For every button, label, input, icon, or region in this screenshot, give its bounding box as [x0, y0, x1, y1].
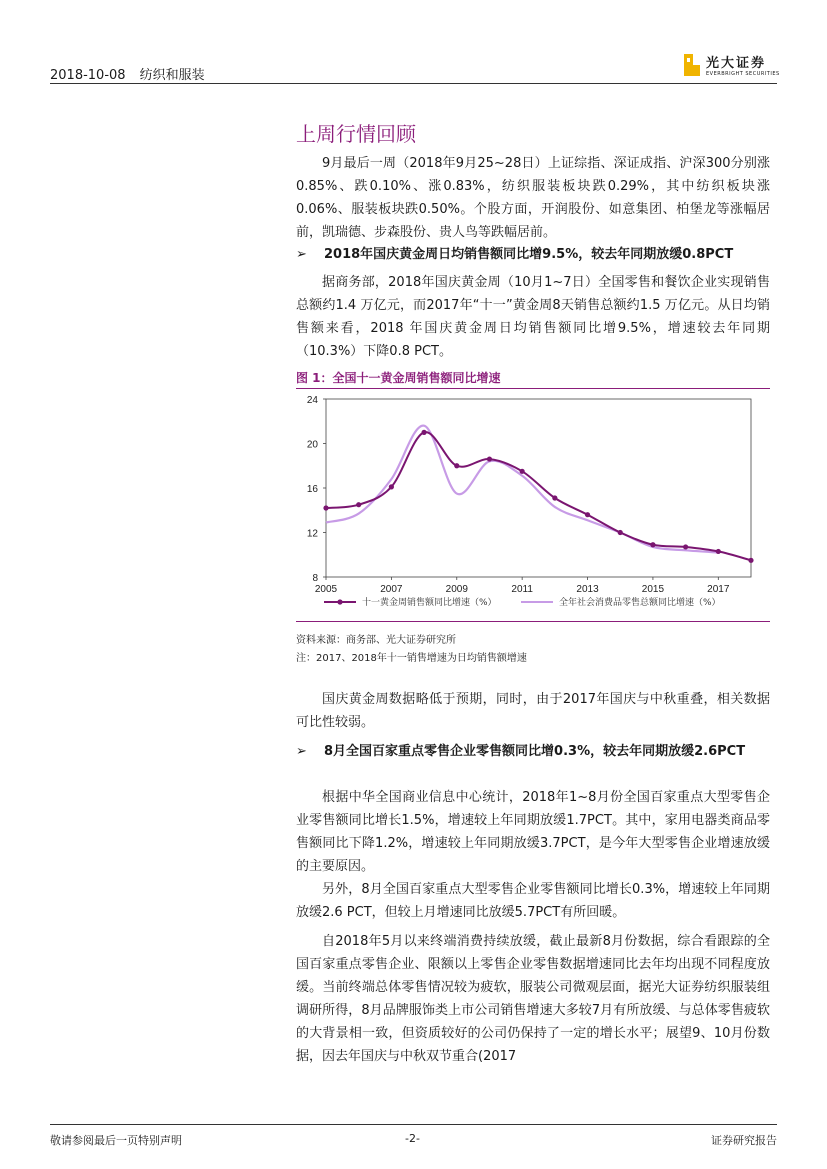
bullet-text: 8月全国百家重点零售企业零售额同比增0.3%，较去年同期放缓2.6PCT [324, 744, 746, 759]
y-tick-label: 16 [306, 484, 318, 495]
data-point [748, 558, 753, 563]
header-left [50, 64, 219, 83]
figure-source: 资料来源：商务部、光大证券研究所 [296, 635, 456, 646]
data-point [716, 549, 721, 554]
logo-text-cn: 光大证券 [706, 56, 767, 71]
data-point [389, 484, 394, 489]
series-line-2 [326, 426, 718, 553]
data-point [520, 469, 525, 474]
x-tick-label: 2007 [380, 584, 403, 595]
bullet-arrow-icon: ➢ [296, 744, 307, 759]
figure-note: 注：2017、2018年十一销售增速为日均销售额增速 [296, 653, 527, 664]
paragraph-market-review: 9月最后一周（2018年9月25~28日）上证综指、深证成指、沪深300分别涨0.85%、跌0.10%、涨0.83%，纺织服装板块跌0.29%，其中纺织板块涨0.06%、服装板块跌0.50%。个股方面，开润股份、如意集团、柏堡龙等涨幅居前，凯瑞德、步森股份、贵人鸟等跌幅居前。 [296, 156, 770, 240]
x-tick-label: 2015 [641, 584, 665, 595]
y-tick-label: 12 [306, 528, 318, 540]
data-point [683, 544, 688, 549]
figure-title: 图 1：全国十一黄金周销售额同比增速 [296, 371, 501, 385]
section-title: 上周行情回顾 [296, 122, 416, 146]
y-tick-label: 24 [306, 395, 318, 406]
legend-marker [337, 599, 342, 604]
data-point [356, 502, 361, 507]
y-tick-label: 8 [312, 573, 318, 584]
data-point [650, 542, 655, 547]
line-chart [296, 389, 770, 621]
footer-report-type: 证券研究报告 [711, 1134, 777, 1147]
paragraph-consumption-trend: 自2018年5月以来终端消费持续放缓，截止最新8月份数据，综合看跟踪的全国百家重点零售企业、限额以上零售企业零售数据增速同比去年均出现不同程度放缓。当前终端总体零售情况较为疲软，服装公司微观层面，据光大证券纺织服装组调研所得，8月品牌服饰类上市公司销售增速大多较7月有所放缓、与总体零售疲软的大背景相一致，但资质较好的公司仍保持了一定的增长水平；展望9、10月份数据，因去年国庆与中秋双节重合(2017 [296, 934, 770, 1064]
data-point [487, 456, 492, 461]
x-tick-label: 2017 [707, 584, 730, 595]
footer-disclaimer: 敬请参阅最后一页特别声明 [50, 1134, 182, 1147]
company-logo [684, 52, 780, 77]
paragraph-golden-week: 据商务部，2018年国庆黄金周（10月1~7日）全国零售和餐饮企业实现销售总额约1.4 万亿元，而2017年“十一”黄金周8天销售总额约1.5 万亿元。从日均销售额来看，2018 年国庆黄金周日均销售额同比增9.5%，增速较去年同期（10.3%）下降0.8 PCT。 [296, 275, 770, 359]
legend-label-2: 全年社会消费品零售总额同比增速（%） [559, 598, 721, 608]
x-tick-label: 2011 [511, 584, 533, 595]
bullet-retail [296, 741, 770, 762]
header-divider [50, 83, 777, 84]
data-point [585, 512, 590, 517]
data-point [421, 430, 426, 435]
x-tick-label: 2013 [576, 584, 599, 595]
x-tick-label: 2005 [314, 584, 338, 595]
y-tick-label: 20 [306, 439, 318, 451]
logo-mark-icon [684, 54, 700, 76]
chart-axes [307, 395, 751, 595]
bullet-arrow-icon: ➢ [296, 247, 307, 262]
data-point [323, 505, 328, 510]
sector-name: 纺织和服装 [139, 68, 205, 83]
data-point [552, 495, 557, 500]
x-tick-label: 2009 [445, 584, 468, 595]
bullet-text: 2018年国庆黄金周日均销售额同比增9.5%，较去年同期放缓0.8PCT [324, 247, 734, 262]
data-point [454, 463, 459, 468]
chart-legend [324, 596, 721, 608]
page-number: -2- [405, 1132, 420, 1145]
data-point [618, 530, 623, 535]
logo-text-en: EVERBRIGHT SECURITIES [706, 71, 780, 77]
figure-frame [296, 388, 770, 622]
paragraph-retail-stats: 根据中华全国商业信息中心统计，2018年1~8月份全国百家重点大型零售企业零售额同比增长1.5%，增速较上年同期放缓1.7PCT。其中，家用电器类商品零售额同比下降1.2%，增速较上年同期放缓3.7PCT，是今年大型零售企业增速放缓的主要原因。 [296, 790, 770, 874]
series-line-1 [326, 432, 751, 560]
bullet-golden-week [296, 244, 770, 265]
report-date: 2018-10-08 [50, 68, 126, 83]
paragraph-august: 另外，8月全国百家重点大型零售企业零售额同比增长0.3%，增速较上年同期放缓2.6 PCT，但较上月增速同比放缓5.7PCT有所回暖。 [296, 882, 770, 920]
chart-plot [323, 426, 753, 563]
footer-divider [50, 1124, 777, 1125]
paragraph-comparison: 国庆黄金周数据略低于预期，同时，由于2017年国庆与中秋重叠，相关数据可比性较弱。 [296, 692, 770, 730]
legend-label-1: 十一黄金周销售额同比增速（%） [362, 598, 497, 608]
